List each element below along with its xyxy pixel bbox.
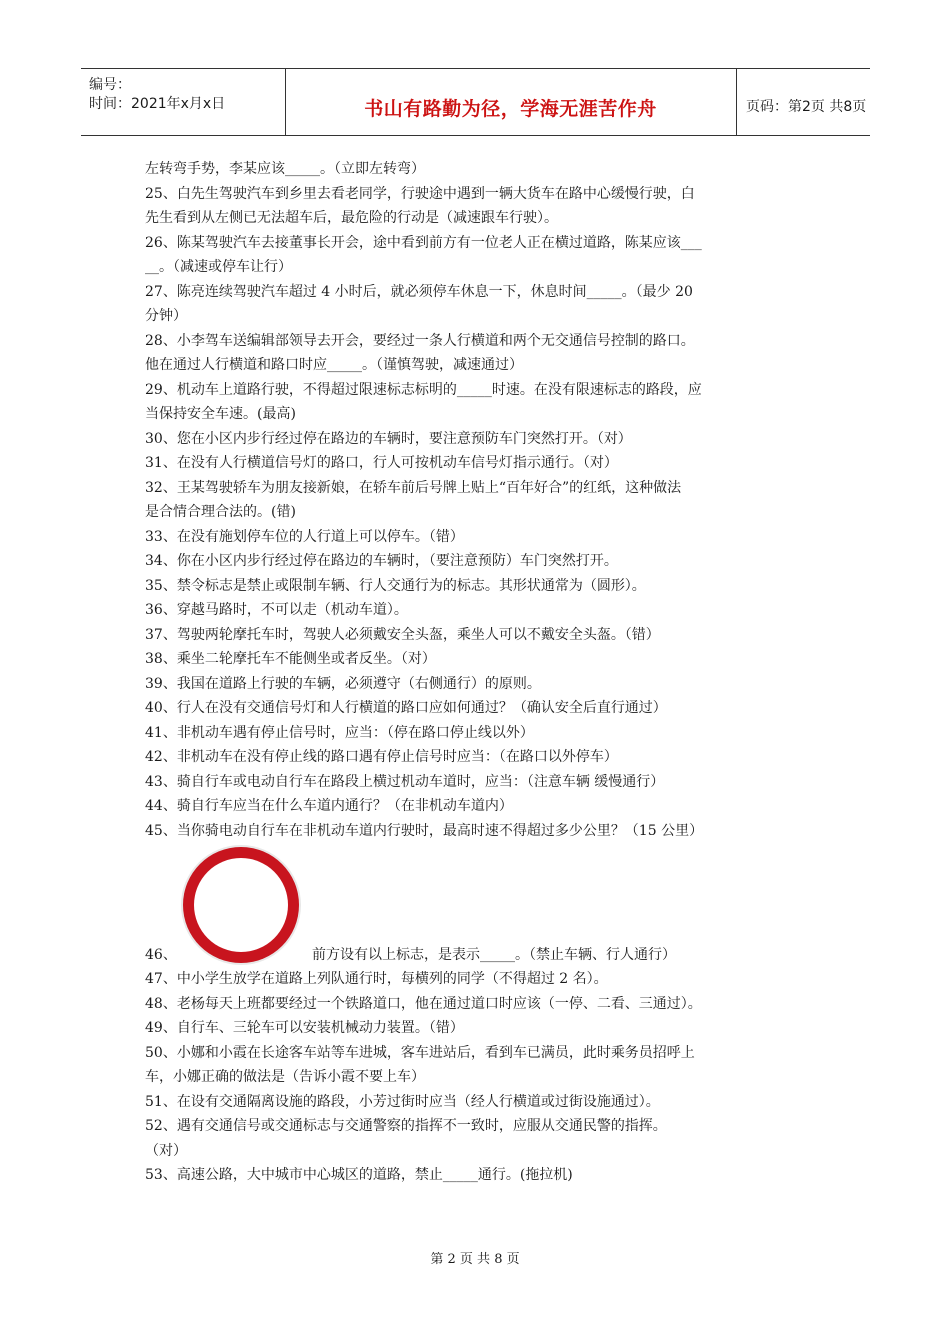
question-line: 40、行人在没有交通信号灯和人行横道的路口应如何通过？（确认安全后直行通过） xyxy=(145,700,667,716)
question-line: 先生看到从左侧已无法超车后，最危险的行动是（减速跟车行驶）。 xyxy=(145,210,558,226)
no-vehicles-sign-icon xyxy=(179,843,303,967)
question-line: 47、中小学生放学在道路上列队通行时，每横列的同学（不得超过 2 名）。 xyxy=(145,971,608,987)
question-line: 分钟） xyxy=(145,308,187,324)
question-line: 当保持安全车速。(最高) xyxy=(145,406,296,422)
question-line: 32、王某驾驶轿车为朋友接新娘，在轿车前后号牌上贴上“百年好合”的红纸，这种做法 xyxy=(145,479,682,496)
question-line: 51、在设有交通隔离设施的路段，小芳过街时应当（经人行横道或过街设施通过）。 xyxy=(145,1093,660,1110)
question-line: 27、陈亮连续驾驶汽车超过 4 小时后，就必须停车休息一下，休息时间_____。（最少 20 xyxy=(145,283,693,300)
question-lines-after xyxy=(145,967,825,1188)
question-line: 33、在没有施划停车位的人行道上可以停车。（错） xyxy=(145,528,464,545)
question-line: 是合情合理合法的。(错) xyxy=(145,504,296,520)
question-line: 45、当你骑电动自行车在非机动车道内行驶时，最高时速不得超过多少公里？（15 公里） xyxy=(145,822,704,839)
question-line: 48、老杨每天上班都要经过一个铁路道口，他在通过道口时应该（一停、二看、三通过）。 xyxy=(145,995,702,1012)
question-line: 49、自行车、三轮车可以安装机械动力装置。（错） xyxy=(145,1020,464,1036)
question-line: 35、禁令标志是禁止或限制车辆、行人交通行为的标志。其形状通常为（圆形）。 xyxy=(145,577,646,594)
question-46 xyxy=(145,843,825,967)
question-line: __。（减速或停车让行） xyxy=(145,259,292,275)
question-line: 车，小娜正确的做法是（告诉小霞不要上车） xyxy=(145,1069,425,1085)
question-line: 30、您在小区内步行经过停在路边的车辆时，要注意预防车门突然打开。（对） xyxy=(145,430,632,447)
question-line: 28、小李驾车送编辑部领导去开会，要经过一条人行横道和两个无交通信号控制的路口。 xyxy=(145,332,695,349)
question-line: 42、非机动车在没有停止线的路口遇有停止信号时应当：（在路口以外停车） xyxy=(145,749,618,765)
question-line: （对） xyxy=(145,1142,187,1159)
header-motto-cell xyxy=(285,69,737,135)
header-page-cell xyxy=(736,69,870,135)
question-line: 他在通过人行横道和路口时应_____。（谨慎驾驶，减速通过） xyxy=(145,357,523,373)
document-code-label: 编号： xyxy=(89,77,131,93)
question-line: 31、在没有人行横道信号灯的路口，行人可按机动车信号灯指示通行。（对） xyxy=(145,455,618,471)
question-line: 38、乘坐二轮摩托车不能侧坐或者反坐。（对） xyxy=(145,651,436,667)
page-footer: 第 2 页 共 8 页 xyxy=(430,1252,520,1267)
question-line: 39、我国在道路上行驶的车辆，必须遵守（右侧通行）的原则。 xyxy=(145,675,541,692)
question-line: 44、骑自行车应当在什么车道内通行？（在非机动车道内） xyxy=(145,798,513,814)
document-header xyxy=(81,68,870,136)
question-line: 左转弯手势，李某应该_____。（立即左转弯） xyxy=(145,161,425,177)
header-page-info: 页码：第2页 共8页 xyxy=(746,99,867,115)
question-line: 25、白先生驾驶汽车到乡里去看老同学，行驶途中遇到一辆大货车在路中心缓慢行驶，白 xyxy=(145,185,695,202)
header-motto: 书山有路勤为径，学海无涯苦作舟 xyxy=(364,98,657,120)
question-line: 34、你在小区内步行经过停在路边的车辆时，（要注意预防）车门突然打开。 xyxy=(145,553,618,569)
header-meta-cell xyxy=(81,69,286,135)
question-line: 41、非机动车遇有停止信号时，应当：（停在路口停止线以外） xyxy=(145,724,534,741)
question-list xyxy=(145,157,825,1188)
question-line: 53、高速公路，大中城市中心城区的道路，禁止_____通行。(拖拉机) xyxy=(145,1167,573,1183)
question-line: 36、穿越马路时，不可以走（机动车道）。 xyxy=(145,602,408,618)
question-line: 26、陈某驾驶汽车去接董事长开会，途中看到前方有一位老人正在横过道路，陈某应该___ xyxy=(145,234,702,251)
question-line: 43、骑自行车或电动自行车在路段上横过机动车道时，应当：（注意车辆 缓慢通行） xyxy=(145,773,665,790)
question-line: 29、机动车上道路行驶，不得超过限速标志标明的_____时速。在没有限速标志的路段，应 xyxy=(145,381,702,398)
question-lines-before xyxy=(145,157,825,843)
document-date-label: 时间：2021年x月x日 xyxy=(89,96,226,112)
question-line: 50、小娜和小霞在长途客车站等车进城，客车进站后，看到车已满员，此时乘务员招呼上 xyxy=(145,1044,695,1061)
question-46-number: 46、 xyxy=(145,947,177,963)
question-line: 52、遇有交通信号或交通标志与交通警察的指挥不一致时，应服从交通民警的指挥。 xyxy=(145,1118,667,1134)
question-line: 37、驾驶两轮摩托车时，驾驶人必须戴安全头盔，乘坐人可以不戴安全头盔。（错） xyxy=(145,626,660,643)
question-46-text: 前方设有以上标志，是表示_____。（禁止车辆、行人通行） xyxy=(312,947,676,963)
